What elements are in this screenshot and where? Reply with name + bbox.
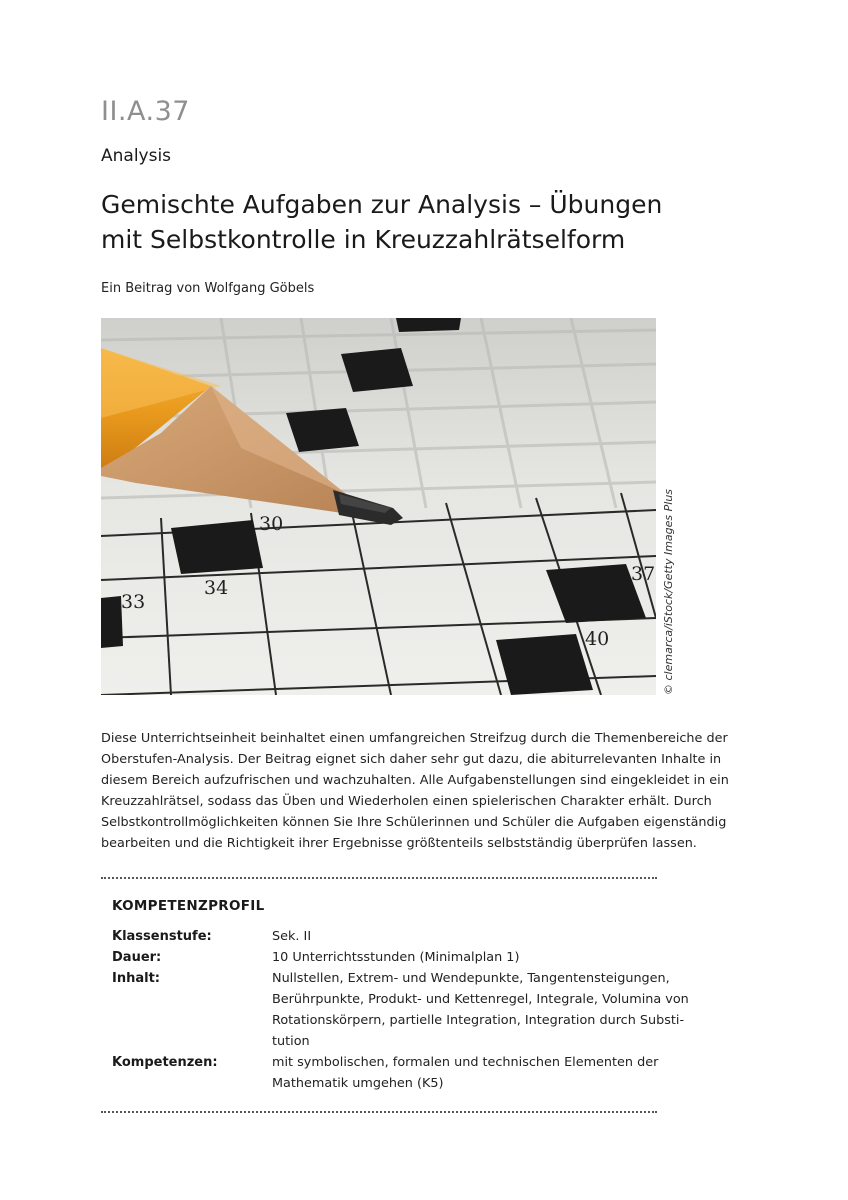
photo-credit [662, 488, 682, 715]
intro-paragraph [101, 728, 729, 855]
profile-value-line: Nullstellen, Extrem- und Wendepunkte, Tangentensteigungen, [272, 971, 670, 986]
profile-label-competences: Kompetenzen: [112, 1055, 218, 1070]
profile-value-line: Berührpunkte, Produkt- und Kettenregel, Integrale, Volumina von [272, 992, 689, 1007]
competence-profile-heading: KOMPETENZPROFIL [112, 898, 265, 914]
profile-value-competences [272, 1052, 658, 1094]
profile-value-content [272, 968, 689, 1052]
profile-value-line: Sek. II [272, 929, 312, 944]
grid-number: 37 [631, 563, 656, 585]
photo-credit-text: © clemarca/iStock/Getty Images Plus [662, 488, 675, 695]
profile-value-duration [272, 947, 519, 968]
profile-value-line: Mathematik umgehen (K5) [272, 1076, 444, 1091]
author-line: Ein Beitrag von Wolfgang Göbels [101, 281, 315, 296]
photo-illustration [101, 318, 656, 695]
grid-number: 34 [204, 577, 229, 599]
grid-number: 33 [121, 591, 146, 613]
intro-line: Oberstufen-Analysis. Der Beitrag eignet sich daher sehr gut dazu, die abiturrelevanten Inhalte in [101, 752, 722, 768]
profile-value-line: mit symbolischen, formalen und technischen Elementen der [272, 1055, 659, 1070]
unit-code: II.A.37 [101, 96, 190, 127]
intro-line: Diese Unterrichtseinheit beinhaltet einen umfangreichen Streifzug durch die Themenbereiche der [101, 731, 728, 746]
profile-label-grade: Klassenstufe: [112, 929, 212, 944]
intro-line: diesem Bereich aufzufrischen und wachzuhalten. Alle Aufgabenstellungen sind eingekleidet in ein [101, 773, 729, 789]
intro-line: Kreuzzahlrätsel, sodass das Üben und Wiederholen einen spielerischen Charakter erhält. Durch [101, 794, 712, 810]
profile-value-line: 10 Unterrichtsstunden (Minimalplan 1) [272, 950, 520, 965]
title-line: mit Selbstkontrolle in Kreuzzahlrätselform [101, 225, 626, 254]
intro-line: Selbstkontrollmöglichkeiten können Sie Ihre Schülerinnen und Schüler die Aufgaben eigenständig [101, 815, 727, 831]
profile-value-line: tution [272, 1034, 310, 1049]
subject-label: Analysis [101, 146, 172, 166]
profile-value-grade [272, 926, 311, 947]
divider [101, 877, 657, 879]
crossword-pencil-photo [101, 318, 656, 695]
grid-number: 40 [585, 628, 610, 650]
title-line: Gemischte Aufgaben zur Analysis – Übungen [101, 190, 663, 219]
profile-value-line: Rotationskörpern, partielle Integration, Integration durch Substi- [272, 1013, 685, 1028]
divider [101, 1111, 657, 1113]
document-title [101, 187, 701, 257]
grid-number: 30 [259, 513, 284, 535]
profile-label-duration: Dauer: [112, 950, 162, 965]
intro-line: bearbeiten und die Richtigkeit ihrer Ergebnisse größtenteils selbstständig überprüfen lassen. [101, 836, 697, 852]
profile-label-content: Inhalt: [112, 971, 160, 986]
